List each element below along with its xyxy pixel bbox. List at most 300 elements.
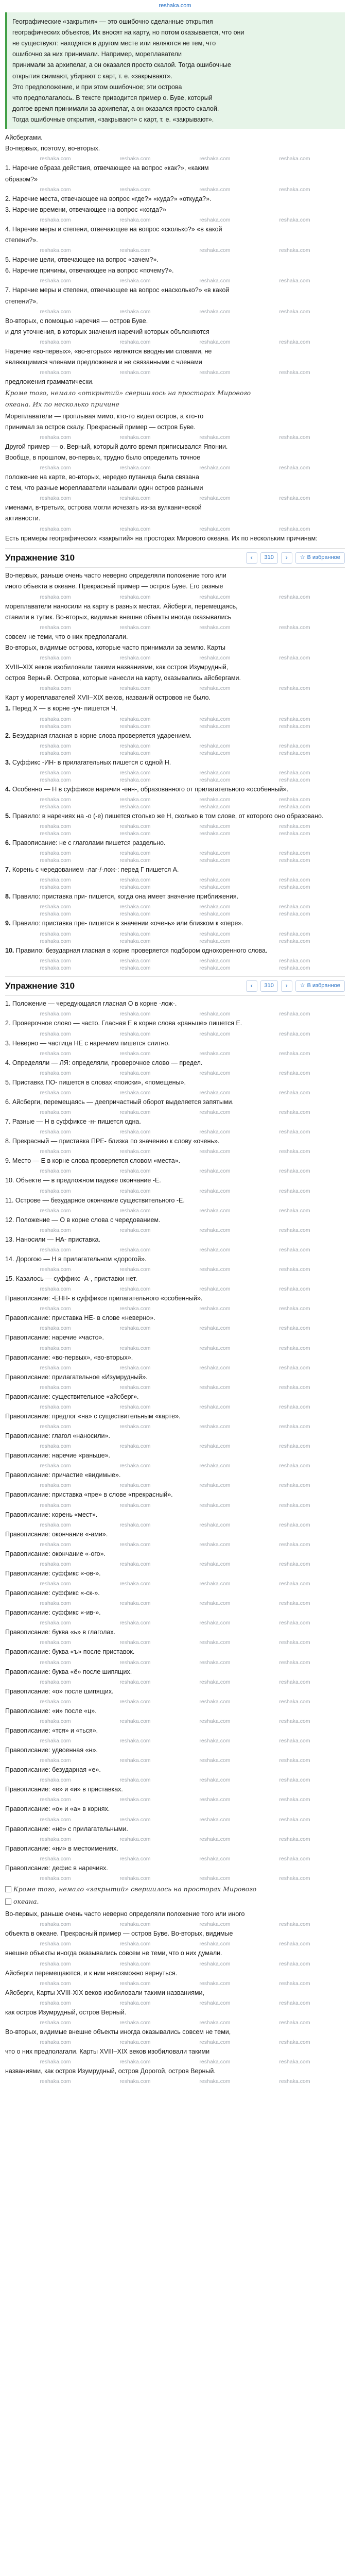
rule-number: 5. [5, 812, 12, 820]
watermark-row [5, 1462, 345, 1469]
watermark: reshaka.com [40, 857, 71, 864]
watermark: reshaka.com [119, 1306, 151, 1312]
watermark: reshaka.com [199, 1246, 231, 1253]
watermark: reshaka.com [40, 1188, 71, 1194]
watermark-row [5, 1855, 345, 1862]
rule-item [5, 758, 345, 767]
watermark: reshaka.com [40, 1325, 71, 1332]
watermark: reshaka.com [199, 904, 231, 910]
text-line: 2. Наречие места, отвечающее на вопрос «где?» «куда?» «откуда?». [5, 195, 212, 202]
watermark: reshaka.com [40, 2078, 71, 2085]
watermark: reshaka.com [119, 594, 151, 600]
site-name[interactable]: reshaka.com [159, 3, 191, 9]
rule-number: 6. [5, 839, 12, 847]
watermark: reshaka.com [199, 1620, 231, 1626]
examples-intro: Есть примеры географических «закрытий» на просторах Мирового океана. Их по нескольким причинам: [5, 534, 318, 542]
watermark: reshaka.com [119, 1941, 151, 1947]
watermark: reshaka.com [279, 1875, 310, 1882]
watermark: reshaka.com [40, 1921, 71, 1928]
watermark-row [5, 1226, 345, 1233]
watermark: reshaka.com [119, 338, 151, 345]
answer-section-1 [5, 133, 345, 386]
text-line: Правописание: предлог «на» с существительным «карте». [5, 1412, 181, 1420]
watermark: reshaka.com [40, 1600, 71, 1607]
rule-text: Перед Х — в корне -уч- пишется Ч. [12, 705, 117, 713]
watermark: reshaka.com [279, 1921, 310, 1928]
text-line: ставили в тупик. Во-вторых, видимые внешне объекты иногда оказывались [5, 613, 232, 621]
watermark-row [5, 883, 345, 890]
star-icon: ☆ [300, 554, 305, 561]
watermark: reshaka.com [279, 1168, 310, 1175]
checkbox-row[interactable] [5, 1897, 345, 1906]
text-line: Правописание: «о» и «а» в корнях. [5, 1805, 110, 1813]
watermark: reshaka.com [279, 823, 310, 830]
watermark: reshaka.com [279, 1384, 310, 1391]
final-section [5, 1909, 345, 2084]
watermark: reshaka.com [119, 1659, 151, 1666]
watermark: reshaka.com [199, 1777, 231, 1784]
watermark: reshaka.com [40, 156, 71, 162]
watermark: reshaka.com [199, 1718, 231, 1724]
text-line: Во-вторых, с помощью наречия — остров Буве. [5, 317, 148, 325]
watermark: reshaka.com [279, 1521, 310, 1528]
watermark: reshaka.com [119, 1364, 151, 1371]
watermark: reshaka.com [40, 434, 71, 440]
watermark: reshaka.com [40, 655, 71, 662]
watermark: reshaka.com [119, 1521, 151, 1528]
watermark: reshaka.com [119, 1109, 151, 1116]
watermark-row [5, 937, 345, 944]
watermark: reshaka.com [199, 1875, 231, 1882]
watermark-row [5, 1030, 345, 1037]
watermark-row [5, 1383, 345, 1391]
watermark: reshaka.com [119, 1836, 151, 1842]
watermark: reshaka.com [199, 877, 231, 884]
text-line: принимали за архипелаг, а он оказался просто скалой. Тогда ошибочные [12, 61, 231, 69]
watermark: reshaka.com [40, 877, 71, 884]
text-line: географических объектов, Их вносят на карту, но потом оказывается, что они [12, 29, 244, 37]
watermark-row [5, 722, 345, 730]
watermark: reshaka.com [279, 655, 310, 662]
text-line: Правописание: «ни» в местоимениях. [5, 1844, 118, 1852]
next-exercise-button[interactable] [281, 552, 292, 564]
next-exercise-button-2[interactable] [281, 980, 292, 992]
rule-text: Суффикс -ИН- в прилагательных пишется с одной Н. [12, 758, 171, 766]
exercise-nav-2 [246, 980, 345, 992]
watermark: reshaka.com [40, 186, 71, 193]
watermark: reshaka.com [279, 850, 310, 857]
checkbox[interactable] [5, 1899, 11, 1905]
rule-text: Правописание: не с глаголами пишется раздельно. [12, 839, 166, 847]
watermark: reshaka.com [199, 526, 231, 532]
rule-item [5, 704, 345, 713]
watermark: reshaka.com [119, 1384, 151, 1391]
watermark: reshaka.com [279, 1423, 310, 1430]
watermark: reshaka.com [40, 723, 71, 730]
watermark: reshaka.com [279, 526, 310, 532]
watermark: reshaka.com [199, 278, 231, 284]
watermark: reshaka.com [119, 1070, 151, 1076]
watermark-row [5, 1207, 345, 1214]
watermark: reshaka.com [279, 1718, 310, 1724]
watermark-row [5, 1940, 345, 1947]
watermark: reshaka.com [279, 434, 310, 440]
watermark: reshaka.com [40, 1777, 71, 1784]
watermark: reshaka.com [40, 1541, 71, 1548]
watermark: reshaka.com [119, 1345, 151, 1351]
text-line: и для уточнения, в которых значения наречий которых объясняются [5, 328, 209, 335]
watermark: reshaka.com [40, 1089, 71, 1096]
text-line: Правописание: «е» и «и» в приставках. [5, 1786, 123, 1793]
text-line: 4. Определяли — ЛЯ: определяли, проверочное слово — предел. [5, 1059, 203, 1066]
watermark: reshaka.com [40, 1980, 71, 1987]
rule-number: 3. [5, 758, 12, 766]
watermark: reshaka.com [40, 278, 71, 284]
text-line: Правописание: корень «мест». [5, 1511, 98, 1518]
text-line: что предполагалось. В тексте приводится пример о. Буве, который [12, 94, 213, 101]
watermark: reshaka.com [119, 216, 151, 223]
favorite-button[interactable] [295, 552, 345, 564]
watermark: reshaka.com [279, 2019, 310, 2026]
watermark: reshaka.com [119, 655, 151, 662]
watermark: reshaka.com [199, 831, 231, 837]
watermark: reshaka.com [40, 1855, 71, 1862]
watermark: reshaka.com [119, 1855, 151, 1862]
text-line: Правописание: прилагательное «Изумрудный». [5, 1373, 148, 1381]
watermark-row [5, 1960, 345, 1967]
watermark: reshaka.com [119, 831, 151, 837]
watermark-row [5, 1619, 345, 1626]
watermark-row [5, 1128, 345, 1135]
watermark: reshaka.com [199, 964, 231, 971]
rules-list [5, 704, 345, 971]
text-line: Айсберги перемещаются, и к ним невозможно вернуться. [5, 1969, 178, 1977]
watermark: reshaka.com [199, 1148, 231, 1155]
prev-exercise-button[interactable] [246, 552, 257, 564]
watermark: reshaka.com [40, 1482, 71, 1489]
watermark-row [5, 654, 345, 661]
watermark: reshaka.com [119, 911, 151, 918]
watermark: reshaka.com [279, 769, 310, 776]
watermark: reshaka.com [279, 1600, 310, 1607]
text-line: Тогда ошибочные открытия, «закрывают» с карт, т. е. «закрывают». [12, 116, 214, 124]
watermark-row [5, 464, 345, 471]
watermark: reshaka.com [199, 1679, 231, 1685]
watermark: reshaka.com [199, 884, 231, 891]
text-line: совсем не теми, что о них предполагали. [5, 633, 128, 640]
watermark: reshaka.com [279, 1659, 310, 1666]
watermark: reshaka.com [40, 750, 71, 756]
watermark: reshaka.com [199, 2039, 231, 2046]
text-line: Правописание: глагол «наносили». [5, 1432, 110, 1440]
watermark: reshaka.com [40, 1050, 71, 1057]
watermark: reshaka.com [279, 1679, 310, 1685]
watermark-row [5, 1979, 345, 1987]
watermark-row [5, 1835, 345, 1842]
checkbox-sample [5, 1885, 345, 1906]
text-line: Правописание: буква «ъ» после приставок. [5, 1648, 135, 1656]
watermark-row [5, 1304, 345, 1312]
watermark: reshaka.com [119, 1679, 151, 1685]
text-line: активности. [5, 515, 41, 522]
text-line: степени?». [5, 297, 38, 305]
checkbox-row[interactable] [5, 1885, 345, 1894]
text-line: положение на карте, во-вторых, нередко путаница была связана [5, 473, 199, 481]
rule-number: 10. [5, 946, 16, 954]
watermark: reshaka.com [279, 1227, 310, 1233]
watermark: reshaka.com [279, 338, 310, 345]
watermark: reshaka.com [199, 1581, 231, 1587]
watermark: reshaka.com [40, 930, 71, 937]
watermark: reshaka.com [40, 1718, 71, 1724]
watermark-row [5, 2077, 345, 2084]
watermark: reshaka.com [119, 434, 151, 440]
watermark: reshaka.com [40, 1875, 71, 1882]
watermark: reshaka.com [279, 831, 310, 837]
watermark: reshaka.com [199, 1364, 231, 1371]
watermark: reshaka.com [119, 1207, 151, 1214]
watermark: reshaka.com [119, 1921, 151, 1928]
watermark: reshaka.com [199, 247, 231, 254]
text-line: Айсбергами. [5, 134, 43, 142]
rule-item [5, 892, 345, 901]
chevron-left-icon: ‹ [250, 554, 253, 562]
watermark: reshaka.com [40, 1581, 71, 1587]
watermark: reshaka.com [40, 624, 71, 631]
watermark-row [5, 742, 345, 749]
watermark-row [5, 964, 345, 971]
watermark: reshaka.com [40, 2059, 71, 2065]
watermark: reshaka.com [279, 1463, 310, 1469]
text-line: Карт у мореплавателей XVII–XIX веков, названий островов не было. [5, 694, 211, 702]
watermark: reshaka.com [279, 1941, 310, 1947]
text-line: Правописание: причастие «видимые». [5, 1471, 121, 1479]
watermark: reshaka.com [40, 769, 71, 776]
text-line: Географические «закрытия» — это ошибочно сделанные открытия [12, 18, 213, 25]
watermark: reshaka.com [199, 1030, 231, 1037]
watermark: reshaka.com [40, 1561, 71, 1567]
watermark: reshaka.com [279, 1403, 310, 1410]
text-line: Во-первых, поэтому, во-вторых. [5, 145, 100, 152]
watermark: reshaka.com [40, 938, 71, 944]
watermark: reshaka.com [119, 1050, 151, 1057]
watermark: reshaka.com [199, 1070, 231, 1076]
watermark: reshaka.com [199, 1188, 231, 1194]
watermark: reshaka.com [119, 1443, 151, 1450]
text-line: 6. Наречие причины, отвечающее на вопрос «почему?». [5, 267, 174, 275]
watermark: reshaka.com [119, 857, 151, 864]
watermark: reshaka.com [199, 1286, 231, 1293]
watermark: reshaka.com [40, 338, 71, 345]
text-line: 7. Разные — Н в суффиксе -н- пишется одна. [5, 1118, 141, 1126]
watermark: reshaka.com [279, 964, 310, 971]
text-line: 3. Неверно — частица НЕ с наречием пишется слитно. [5, 1039, 170, 1047]
watermark: reshaka.com [40, 964, 71, 971]
text-line: 7. Наречие меры и степени, отвечающее на вопрос «насколько?» «в какой [5, 286, 230, 294]
watermark-row [5, 2038, 345, 2045]
watermark-row [5, 494, 345, 501]
watermark: reshaka.com [119, 1718, 151, 1724]
text-line: 10. Объекте — в предложном падеже окончание -Е. [5, 1177, 161, 1184]
watermark-row [5, 1265, 345, 1273]
watermark: reshaka.com [279, 957, 310, 964]
watermark: reshaka.com [279, 884, 310, 891]
text-line: Наречие «во-первых», «во-вторых» являются вводными словами, не [5, 347, 212, 355]
text-line: Правописание: «не» с прилагательными. [5, 1825, 128, 1833]
watermark: reshaka.com [40, 1345, 71, 1351]
text-line: не существуют: находятся в другом месте или являются не тем, что [12, 40, 216, 47]
watermark-row [5, 749, 345, 756]
text-line: Это предположение, и при этом ошибочное; эти острова [12, 83, 182, 91]
watermark-row [5, 1920, 345, 1927]
watermark: reshaka.com [279, 1345, 310, 1351]
watermark: reshaka.com [119, 1999, 151, 2006]
favorite-button-2[interactable] [295, 980, 345, 992]
text-line: 1. Положение — чередующаяся гласная О в корне -лож-. [5, 1000, 177, 1008]
watermark: reshaka.com [279, 2039, 310, 2046]
checkbox[interactable] [5, 1886, 11, 1892]
favorite-label-2: В избранное [307, 982, 340, 989]
watermark-row [5, 433, 345, 440]
watermark: reshaka.com [199, 495, 231, 502]
watermark: reshaka.com [119, 495, 151, 502]
watermark: reshaka.com [199, 624, 231, 631]
prev-exercise-button-2[interactable] [246, 980, 257, 992]
rule-text: Особенно — Н в суффиксе наречия -енн-, образованного от прилагательного «особенный». [12, 785, 289, 793]
watermark: reshaka.com [279, 247, 310, 254]
watermark-row [5, 910, 345, 917]
watermark-row [5, 822, 345, 829]
watermark: reshaka.com [199, 1325, 231, 1332]
text-line: XVIII–XIX веков изобиловали такими названиями, как остров Изумрудный, [5, 664, 229, 671]
spelling-notes [5, 1294, 345, 1882]
text-line: открытия снимают, убирают с карт, т. е. «закрывают». [12, 72, 172, 80]
watermark: reshaka.com [40, 796, 71, 803]
watermark: reshaka.com [279, 156, 310, 162]
watermark: reshaka.com [119, 1561, 151, 1567]
watermark: reshaka.com [199, 1423, 231, 1430]
text-line: Во-вторых, видимые внешне объекты иногда оказывались совсем не теми, [5, 2028, 231, 2036]
exercise-number[interactable]: 310 [260, 552, 278, 564]
watermark: reshaka.com [279, 1561, 310, 1567]
watermark: reshaka.com [40, 1659, 71, 1666]
watermark: reshaka.com [279, 495, 310, 502]
star-icon: ☆ [300, 982, 305, 989]
text-line: ошибочно за них принимали. Например, мореплаватели [12, 50, 182, 58]
watermark: reshaka.com [119, 1482, 151, 1489]
watermark: reshaka.com [119, 1286, 151, 1293]
watermark: reshaka.com [279, 1266, 310, 1273]
watermark: reshaka.com [279, 594, 310, 600]
text-line: Другой пример — о. Верный, который долго время приписывался Японии. [5, 443, 228, 450]
rule-text: Корень с чередованием -лаг-/-лож-: перед Г пишется А. [12, 866, 179, 874]
watermark: reshaka.com [199, 1960, 231, 1967]
text-line: внешне объекты иногда оказывались совсем не теми, что о них думали. [5, 1950, 222, 1957]
watermark: reshaka.com [119, 1816, 151, 1823]
watermark: reshaka.com [119, 1620, 151, 1626]
watermark-row [5, 957, 345, 964]
text-line: долгое время принимали за архипелаг, а он оказался просто скалой. [12, 105, 219, 112]
text-line: образом?» [5, 175, 38, 183]
watermark: reshaka.com [199, 957, 231, 964]
rule-number: 7. [5, 866, 12, 874]
watermark: reshaka.com [279, 911, 310, 918]
watermark-row [5, 308, 345, 315]
watermark-row [5, 1442, 345, 1449]
watermark: reshaka.com [40, 1227, 71, 1233]
rule-number: 8. [5, 893, 12, 901]
watermark: reshaka.com [40, 850, 71, 857]
watermark: reshaka.com [279, 1148, 310, 1155]
watermark-row [5, 338, 345, 345]
watermark: reshaka.com [199, 1384, 231, 1391]
watermark: reshaka.com [279, 857, 310, 864]
watermark: reshaka.com [199, 1600, 231, 1607]
watermark: reshaka.com [119, 723, 151, 730]
watermark: reshaka.com [40, 1266, 71, 1273]
rule-item [5, 946, 345, 955]
rule-text: Правило: в наречиях на -о (-е) пишется столько же Н, сколько в том слове, от которого оно образовано. [12, 812, 324, 820]
watermark: reshaka.com [40, 1384, 71, 1391]
text-line: Правописание: существительное «айсберг». [5, 1393, 139, 1400]
favorite-label: В избранное [307, 554, 340, 561]
watermark: reshaka.com [119, 769, 151, 776]
watermark: reshaka.com [199, 2019, 231, 2026]
watermark: reshaka.com [119, 823, 151, 830]
watermark: reshaka.com [119, 1757, 151, 1764]
watermark: reshaka.com [279, 2078, 310, 2085]
watermark-row [5, 1285, 345, 1292]
text-line: Правописание: безударная «е». [5, 1766, 101, 1774]
watermark: reshaka.com [40, 1364, 71, 1371]
watermark: reshaka.com [279, 938, 310, 944]
watermark: reshaka.com [199, 1541, 231, 1548]
watermark: reshaka.com [40, 904, 71, 910]
watermark-row [5, 1816, 345, 1823]
exercise-number-2[interactable]: 310 [260, 980, 278, 992]
text-line: Правописание: суффикс «-ив-». [5, 1609, 101, 1617]
text-line: 3. Наречие времени, отвечающее на вопрос «когда?» [5, 206, 166, 213]
watermark: reshaka.com [199, 1816, 231, 1823]
answer-section-2 [5, 412, 345, 532]
rule-number: 9. [5, 920, 12, 927]
text-line: Кроме того, немало «открытий» свершилось на просторах Мирового [5, 389, 251, 397]
text-line: Правописание: окончание «-ого». [5, 1550, 106, 1557]
watermark: reshaka.com [119, 1168, 151, 1175]
handwritten-sample [5, 388, 345, 409]
watermark: reshaka.com [199, 1089, 231, 1096]
watermark-row [5, 1167, 345, 1174]
rule-number: 1. [5, 705, 12, 713]
watermark: reshaka.com [40, 1941, 71, 1947]
watermark: reshaka.com [119, 1325, 151, 1332]
watermark-row [5, 1999, 345, 2006]
watermark-row [5, 1776, 345, 1783]
watermark-row [5, 155, 345, 162]
checkbox-text: Кроме того, немало «закрытий» свершилось на просторах Мирового [13, 1885, 257, 1893]
watermark: reshaka.com [199, 434, 231, 440]
text-line: мореплаватели наносили на карту в разных местах. Айсберги, перемещаясь, [5, 602, 238, 610]
watermark: reshaka.com [119, 930, 151, 937]
watermark: reshaka.com [199, 1443, 231, 1450]
watermark: reshaka.com [40, 1148, 71, 1155]
text-line: 6. Айсберги, перемещаясь — деепричастный оборот выделяется запятыми. [5, 1098, 234, 1106]
watermark-row [5, 1599, 345, 1606]
watermark: reshaka.com [279, 930, 310, 937]
watermark: reshaka.com [40, 1757, 71, 1764]
watermark: reshaka.com [119, 2039, 151, 2046]
watermark: reshaka.com [279, 803, 310, 810]
